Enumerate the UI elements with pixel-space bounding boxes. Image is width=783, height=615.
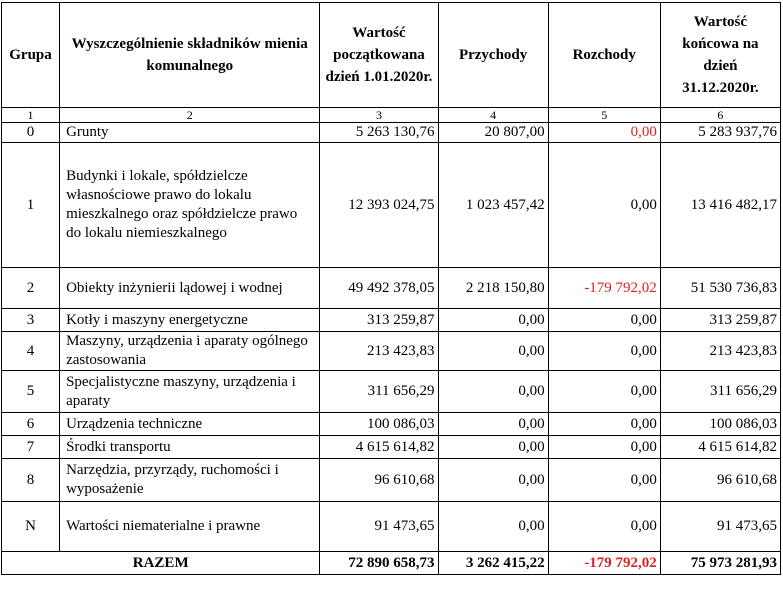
przychody-cell: 20 807,00	[438, 123, 548, 143]
grupa-cell: 0	[2, 123, 60, 143]
przychody-cell: 2 218 150,80	[438, 268, 548, 309]
grupa-cell: 6	[2, 413, 60, 436]
column-number: 5	[548, 108, 660, 123]
opis-cell: Maszyny, urządzenia i aparaty ogólnego zastosowania	[60, 332, 320, 371]
header-grupa: Grupa	[2, 3, 60, 108]
column-number: 4	[438, 108, 548, 123]
przychody-cell: 0,00	[438, 332, 548, 371]
table-row	[2, 143, 781, 268]
koncowa-cell: 5 283 937,76	[660, 123, 780, 143]
opis-cell: Środki transportu	[60, 436, 320, 459]
rozchody-cell: 0,00	[548, 413, 660, 436]
koncowa-cell: 311 656,29	[660, 371, 780, 413]
opis-cell: Obiekty inżynierii lądowej i wodnej	[60, 268, 320, 309]
column-number-row	[2, 108, 781, 123]
rozchody-cell: 0,00	[548, 143, 660, 268]
table-row	[2, 123, 781, 143]
koncowa-cell: 96 610,68	[660, 459, 780, 502]
total-poczatkowa: 72 890 658,73	[320, 552, 438, 575]
opis-cell: Narzędzia, przyrządy, ruchomości i wyposażenie	[60, 459, 320, 502]
column-number: 1	[2, 108, 60, 123]
rozchody-cell: 0,00	[548, 332, 660, 371]
koncowa-cell: 213 423,83	[660, 332, 780, 371]
table-row	[2, 413, 781, 436]
total-koncowa: 75 973 281,93	[660, 552, 780, 575]
total-rozchody: -179 792,02	[548, 552, 660, 575]
header-opis: Wyszczególnienie składników mienia komunalnego	[60, 3, 320, 108]
poczatkowa-cell: 313 259,87	[320, 309, 438, 332]
grupa-cell: 4	[2, 332, 60, 371]
opis-cell: Kotły i maszyny energetyczne	[60, 309, 320, 332]
header-rozchody: Rozchody	[548, 3, 660, 108]
header-wartosc-poczatkowa: Wartość początkowana dzień 1.01.2020r.	[320, 3, 438, 108]
table-row	[2, 332, 781, 371]
opis-cell: Urządzenia techniczne	[60, 413, 320, 436]
opis-cell: Grunty	[60, 123, 320, 143]
przychody-cell: 0,00	[438, 502, 548, 552]
rozchody-cell: 0,00	[548, 502, 660, 552]
mienie-komunalne-table	[1, 2, 781, 575]
poczatkowa-cell: 5 263 130,76	[320, 123, 438, 143]
rozchody-cell: 0,00	[548, 436, 660, 459]
poczatkowa-cell: 4 615 614,82	[320, 436, 438, 459]
column-number: 3	[320, 108, 438, 123]
table-row	[2, 436, 781, 459]
grupa-cell: 2	[2, 268, 60, 309]
table-body	[2, 123, 781, 552]
header-wartosc-koncowa: Wartość końcowa na dzień 31.12.2020r.	[660, 3, 780, 108]
table-row	[2, 502, 781, 552]
table-row	[2, 268, 781, 309]
opis-cell: Budynki i lokale, spółdzielcze własnościowe prawo do lokalu mieszkalnego oraz spółdzielcze prawo do lokalu niemieszkalnego	[60, 143, 320, 268]
grupa-cell: 5	[2, 371, 60, 413]
przychody-cell: 0,00	[438, 459, 548, 502]
koncowa-cell: 313 259,87	[660, 309, 780, 332]
przychody-cell: 0,00	[438, 436, 548, 459]
opis-cell: Specjalistyczne maszyny, urządzenia i aparaty	[60, 371, 320, 413]
poczatkowa-cell: 100 086,03	[320, 413, 438, 436]
rozchody-cell: 0,00	[548, 371, 660, 413]
rozchody-cell: 0,00	[548, 123, 660, 143]
koncowa-cell: 91 473,65	[660, 502, 780, 552]
header-przychody: Przychody	[438, 3, 548, 108]
poczatkowa-cell: 213 423,83	[320, 332, 438, 371]
rozchody-cell: -179 792,02	[548, 268, 660, 309]
opis-cell: Wartości niematerialne i prawne	[60, 502, 320, 552]
koncowa-cell: 13 416 482,17	[660, 143, 780, 268]
poczatkowa-cell: 96 610,68	[320, 459, 438, 502]
table-row	[2, 309, 781, 332]
poczatkowa-cell: 12 393 024,75	[320, 143, 438, 268]
header-row	[2, 3, 781, 108]
rozchody-cell: 0,00	[548, 459, 660, 502]
koncowa-cell: 4 615 614,82	[660, 436, 780, 459]
poczatkowa-cell: 91 473,65	[320, 502, 438, 552]
przychody-cell: 1 023 457,42	[438, 143, 548, 268]
rozchody-cell: 0,00	[548, 309, 660, 332]
przychody-cell: 0,00	[438, 371, 548, 413]
total-przychody: 3 262 415,22	[438, 552, 548, 575]
koncowa-cell: 100 086,03	[660, 413, 780, 436]
grupa-cell: 3	[2, 309, 60, 332]
grupa-cell: 8	[2, 459, 60, 502]
total-row	[2, 552, 781, 575]
koncowa-cell: 51 530 736,83	[660, 268, 780, 309]
grupa-cell: 1	[2, 143, 60, 268]
column-number: 2	[60, 108, 320, 123]
grupa-cell: 7	[2, 436, 60, 459]
column-number: 6	[660, 108, 780, 123]
poczatkowa-cell: 311 656,29	[320, 371, 438, 413]
grupa-cell: N	[2, 502, 60, 552]
table-row	[2, 371, 781, 413]
poczatkowa-cell: 49 492 378,05	[320, 268, 438, 309]
total-label: RAZEM	[2, 552, 320, 575]
table-row	[2, 459, 781, 502]
przychody-cell: 0,00	[438, 413, 548, 436]
przychody-cell: 0,00	[438, 309, 548, 332]
